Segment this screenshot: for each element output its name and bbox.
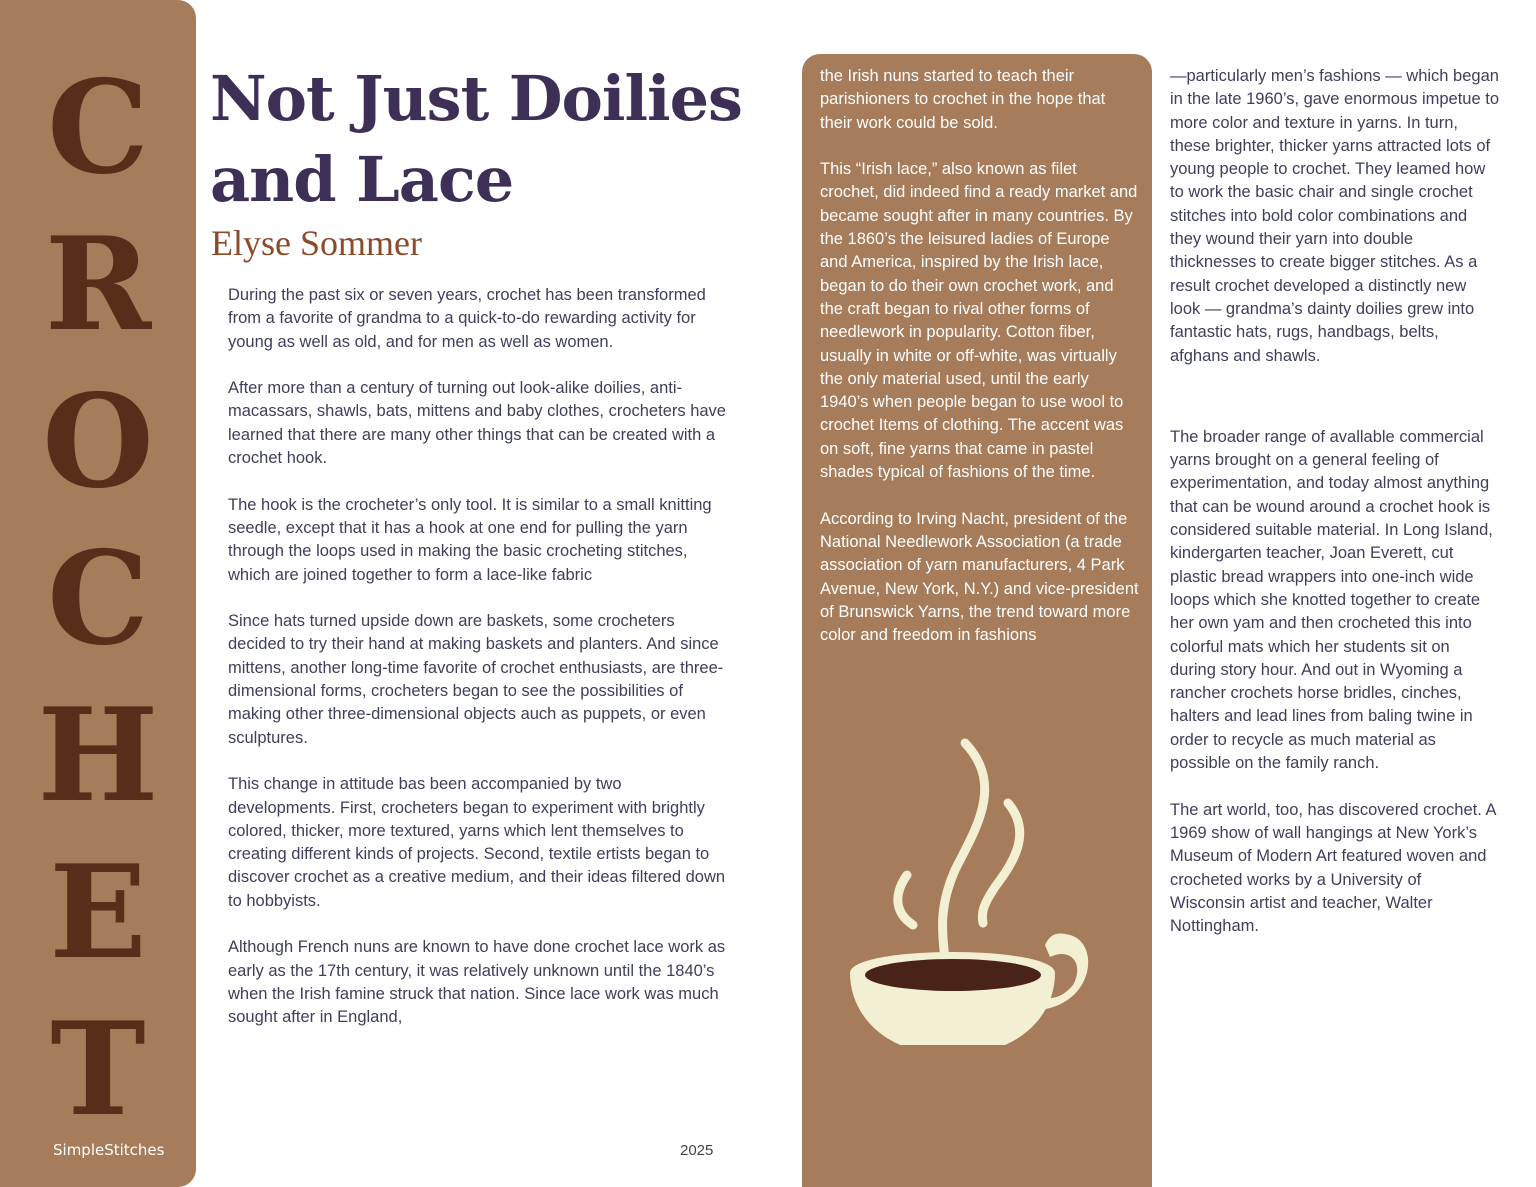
paragraph: After more than a century of turning out look-alike doilies, anti-macassars, shawls, bats, mittens and baby clothes, crocheters have learned that there are many other things that can be created with a crochet hook. (228, 379, 726, 468)
article-column-2 (820, 65, 1140, 671)
paragraph: Since hats turned upside down are baskets, some crocheters decided to try their hand at making baskets and planters. And since mittens, another long-time favorite of crochet enthusiasts, are three-dimensional forms, crocheters began to see the possibilities of making other three-dimensional objects auch as puppets, or even sculptures. (228, 612, 724, 747)
vertical-letter: C (47, 524, 149, 674)
vertical-letter: T (50, 995, 146, 1145)
paragraph: The hook is the crocheter’s only tool. It is similar to a small knitting seedle, except that it has a hook at one end for pulling the yarn through the loops used in making the basic crocheting stitches, which are joined together to form a lace-like fabric (228, 495, 712, 584)
steam-line (943, 743, 985, 963)
article-title (210, 58, 770, 220)
vertical-letter: C (47, 53, 149, 203)
steam-line (898, 875, 913, 925)
vertical-title-crochet (0, 50, 196, 1149)
paragraph: —particularly men’s fashions — which began in the late 1960’s, gave enormous impetue to more color and texture in yarns. In turn, these brighter, thicker yarns attracted lots of young people to crochet. They leamed how to work the basic chair and single crochet stitches into bold color combinations and they wound their yarn into double thicknesses to create bigger stitches. As a result crochet developed a distinctly new look — grandma’s dainty doilies grew into fantastic hats, rugs, handbags, belts, afghans and shawls. (1170, 67, 1499, 365)
paragraph: This change in attitude bas been accompanied by two developments. First, crocheters began to experiment with brightly colored, thicker, more textured, yarns which lent themselves to creating different kinds of projects. Second, textile ertists began to discover crochet as a creative medium, and their ideas filtered down to hobbyists. (228, 775, 726, 910)
vertical-letter: R (44, 210, 152, 360)
paragraph: This “Irish lace,” also known as filet crochet, did indeed find a ready market and became sought after in many countries. By the 1860’s the leisured ladies of Europe and America, inspired by the Irish lace, began to do their own crochet work, and the craft began to rival other forms of needlework in popularity. Cotton fiber, usually in white or off-white, was virtually the only material used, until the early 1940’s when people began to use wool to crochet Items of clothing. The accent was on soft, fine yarns that came in pastel shades typical of fashions of the time. (820, 160, 1138, 482)
vertical-letter: E (49, 838, 147, 988)
title-line-1: Not Just Doilies (210, 62, 742, 135)
title-line-2: and Lace (210, 143, 514, 216)
paragraph: During the past six or seven years, crochet has been transformed from a favorite of grandma to a quick-to-do rewarding activity for young as well as old, and for men as well as women. (228, 286, 706, 351)
coffee-surface (865, 959, 1041, 991)
paragraph: According to Irving Nacht, president of the National Needlework Association (a trade association of yarn manufacturers, 4 Park Avenue, New York, N.Y.) and vice-president of Brunswick Yarns, the trend toward more color and freedom in fashions (820, 509, 1139, 645)
steam-line (982, 803, 1019, 923)
paragraph: The broader range of avallable commercial yarns brought on a general feeling of experimentation, and today almost anything that can be wound around a crochet hook is considered suitable material. In Long Island, kindergarten teacher, Joan Everett, cut plastic bread wrappers into one-inch wide loops which she knotted together to create her own yam and then crocheted this into colorful mats which her students sit on during story hour. And out in Wyoming a rancher crochets horse bridles, cinches, halters and lead lines from baling twine in order to recycle as much material as possible on the family ranch. (1170, 427, 1493, 773)
paragraph: The art world, too, has discovered crochet. A 1969 show of wall hangings at New York’s Museum of Modern Art featured woven and crocheted works by a University of Wisconsin artist and teacher, Walter Nottingham. (1170, 800, 1496, 936)
brand-name: SimpleStitches (53, 1141, 165, 1159)
article-column-1 (228, 284, 728, 1053)
paragraph: Although French nuns are known to have done crochet lace work as early as the 17th century, it was relatively unknown until the 1840’s when the Irish famine struck that nation. Since lace work was much sought after in England, (228, 938, 726, 1027)
vertical-letter: O (42, 367, 154, 517)
article-column-3 (1170, 65, 1500, 962)
vertical-letter: H (37, 681, 159, 831)
page-year: 2025 (680, 1142, 714, 1159)
sidebar-panel (0, 0, 196, 1187)
paragraph: the Irish nuns started to teach their parishioners to crochet in the hope that their work could be sold. (820, 67, 1106, 132)
coffee-cup-icon (845, 735, 1115, 1045)
author-name: Elyse Sommer (211, 223, 422, 263)
